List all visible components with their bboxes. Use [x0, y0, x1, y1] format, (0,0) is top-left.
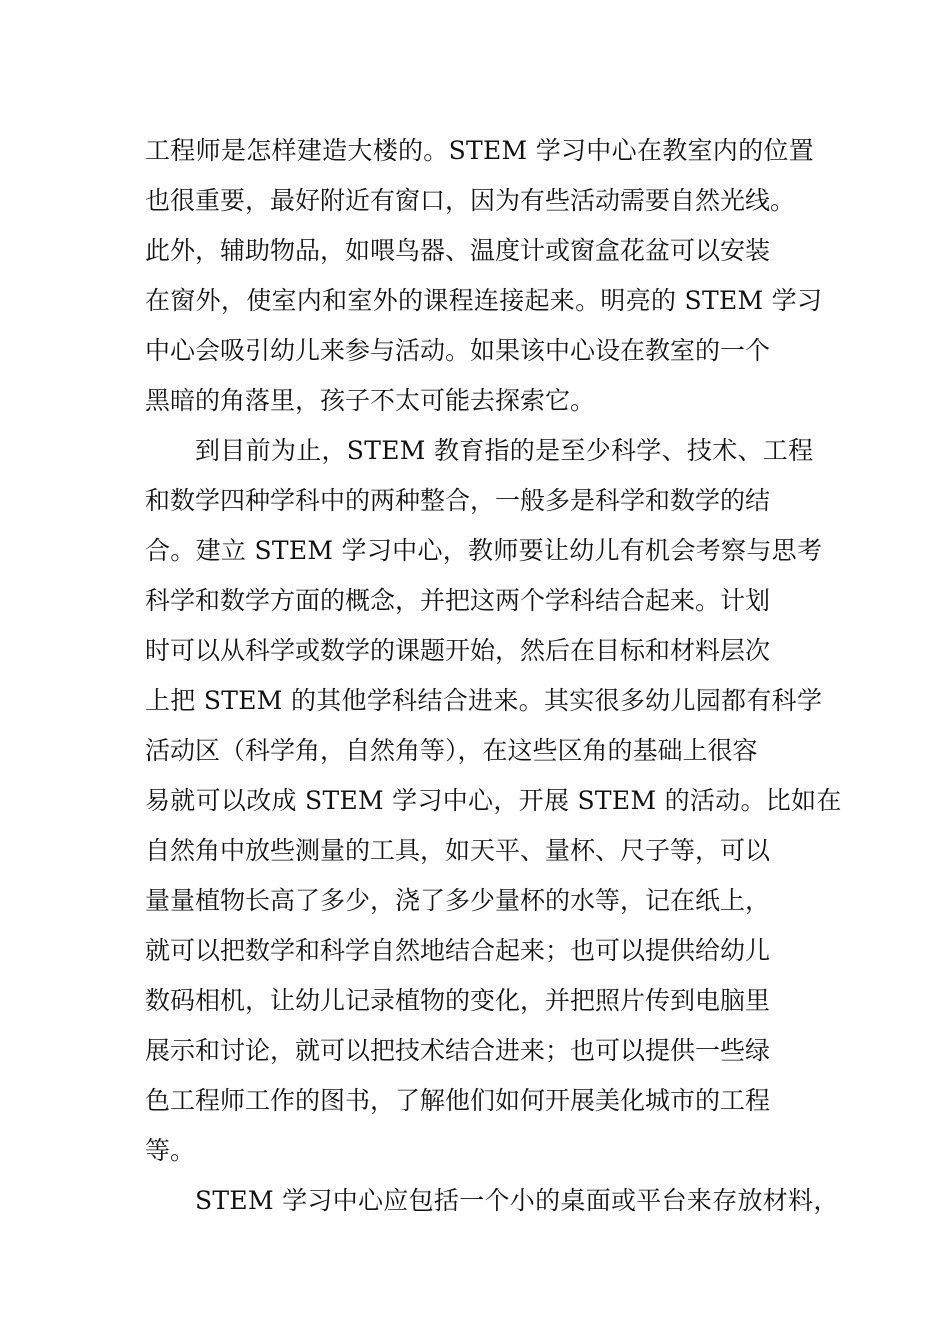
- body-text: [145, 126, 842, 1226]
- text-line: 活动区（科学角，自然角等），在这些区角的基础上很容: [145, 736, 758, 765]
- text-line: 就可以把数学和科学自然地结合起来；也可以提供给幼儿: [145, 936, 771, 965]
- text-line: 中心会吸引幼儿来参与活动。如果该中心设在教室的一个: [145, 336, 771, 365]
- text-line: 易就可以改成 STEM 学习中心，开展 STEM 的活动。比如在: [145, 786, 842, 815]
- text-line: 色工程师工作的图书，了解他们如何开展美化城市的工程: [145, 1086, 771, 1115]
- text-line: 自然角中放些测量的工具，如天平、量杯、尺子等，可以: [145, 836, 771, 865]
- paragraph-first-line: STEM 学习中心应包括一个小的桌面或平台来存放材料，: [195, 1186, 839, 1215]
- text-line: 展示和讨论，就可以把技术结合进来；也可以提供一些绿: [145, 1036, 771, 1065]
- text-line: 在窗外，使室内和室外的课程连接起来。明亮的 STEM 学习: [145, 286, 823, 315]
- text-line: 工程师是怎样建造大楼的。STEM 学习中心在教室内的位置: [145, 136, 814, 165]
- text-line: 合。建立 STEM 学习中心，教师要让幼儿有机会考察与思考: [145, 536, 823, 565]
- text-line: 时可以从科学或数学的课题开始，然后在目标和材料层次: [145, 636, 771, 665]
- text-line: 也很重要，最好附近有窗口，因为有些活动需要自然光线。: [145, 186, 796, 215]
- text-line: 上把 STEM 的其他学科结合进来。其实很多幼儿园都有科学: [145, 686, 823, 715]
- text-line: 等。: [145, 1136, 196, 1165]
- paragraph-first-line: 到目前为止，STEM 教育指的是至少科学、技术、工程: [195, 436, 814, 465]
- text-line: 量量植物长高了多少，浇了多少量杯的水等，记在纸上，: [145, 886, 771, 915]
- text-line: 黑暗的角落里，孩子不太可能去探索它。: [145, 386, 596, 415]
- text-line: 此外，辅助物品，如喂鸟器、温度计或窗盒花盆可以安装: [145, 236, 771, 265]
- text-line: 科学和数学方面的概念，并把这两个学科结合起来。计划: [145, 586, 771, 615]
- text-line: 数码相机，让幼儿记录植物的变化，并把照片传到电脑里: [145, 986, 771, 1015]
- text-line: 和数学四种学科中的两种整合，一般多是科学和数学的结: [145, 486, 771, 515]
